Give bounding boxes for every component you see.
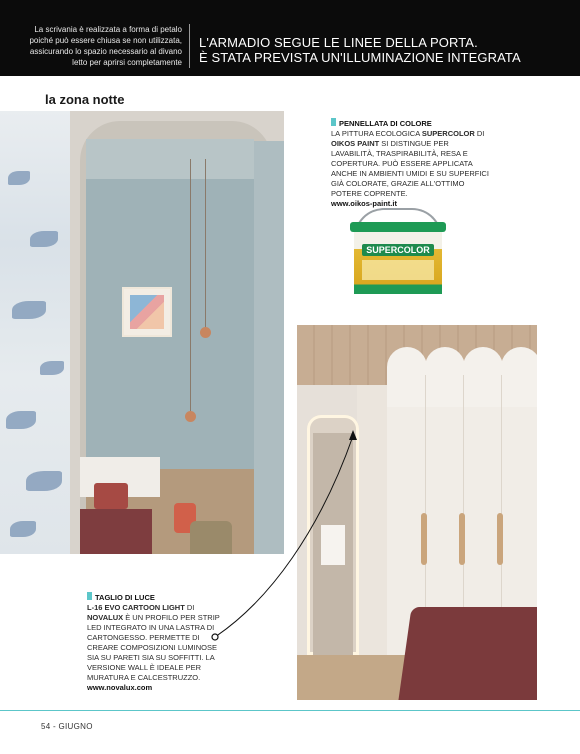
taglio-body <box>87 603 227 683</box>
taglio-text: È UN PROFILO PER STRIP LED INTEGRATO IN UNA LASTRA DI CARTONGESSO. PERMETTE DI CREARE COMPOSIZIONI LUMINOSE SIA SU PARETI SIA SU SOFFITTI. LA VERSIONE WALL È IDEALE PER MURATURA E CALCESTRUZZO. <box>87 613 220 682</box>
photo-stool <box>190 521 232 554</box>
photo-bed <box>80 509 152 554</box>
paint-bucket <box>348 208 448 302</box>
banner-caption <box>8 24 182 68</box>
pennellata-product: SUPERCOLOR <box>421 129 475 138</box>
bucket-logo: SUPERCOLOR <box>362 244 434 256</box>
wallpaper-leaf <box>10 521 36 537</box>
bedroom-photo <box>0 111 284 554</box>
doorway-window <box>321 525 345 565</box>
wardrobe-handle <box>459 513 465 565</box>
pennellata-heading <box>331 118 491 129</box>
wardrobe-handle <box>497 513 503 565</box>
footer-divider <box>0 710 580 711</box>
photo-ceiling <box>86 139 254 179</box>
pennellata-text: DI <box>474 129 485 138</box>
bucket-rim <box>350 222 446 232</box>
taglio-product: L-16 EVO CARTOON LIGHT <box>87 603 185 612</box>
pennellata-url[interactable]: www.oikos-paint.it <box>331 199 397 208</box>
wardrobe-bed <box>398 607 537 700</box>
banner-caption-line: poiché può essere chiusa se non utilizzata, <box>29 36 182 45</box>
pennellata-caption <box>331 118 491 209</box>
banner-divider <box>189 24 190 68</box>
banner-caption-line: La scrivania è realizzata a forma di petalo <box>34 25 182 34</box>
wardrobe-scallop <box>387 347 427 407</box>
wallpaper-leaf <box>30 231 58 247</box>
photo-pillow <box>94 483 128 509</box>
banner-headline-line: L'ARMADIO SEGUE LE LINEE DELLA PORTA. <box>199 35 478 50</box>
lamp-cord <box>190 159 191 414</box>
wardrobe-scallop <box>463 347 503 407</box>
wallpaper-leaf <box>40 361 64 375</box>
wardrobe-photo <box>297 325 537 700</box>
wallpaper-leaf <box>8 171 30 185</box>
photo-artwork <box>122 287 172 337</box>
taglio-company: NOVALUX <box>87 613 124 622</box>
top-banner <box>0 0 580 76</box>
pennellata-text: LA PITTURA ECOLOGICA <box>331 129 422 138</box>
accent-marker <box>331 118 336 126</box>
taglio-text: DI <box>184 603 195 612</box>
lamp-cord <box>205 159 206 329</box>
photo-door <box>254 141 284 554</box>
pendant-lamp <box>200 327 211 338</box>
wallpaper-leaf <box>12 301 46 319</box>
banner-headline-line: È STATA PREVISTA UN'ILLUMINAZIONE INTEGRATA <box>199 50 521 65</box>
banner-caption-line: letto per aprirsi completamente <box>72 58 182 67</box>
wallpaper-leaf <box>6 411 36 429</box>
taglio-url[interactable]: www.novalux.com <box>87 683 153 692</box>
taglio-caption <box>87 592 227 693</box>
section-title: la zona notte <box>45 92 125 107</box>
page-footer: 54 - GIUGNO <box>41 722 93 731</box>
wardrobe-pillar <box>357 385 387 700</box>
pennellata-text: SI DISTINGUE PER LAVABILITÀ, TRASPIRABILITÀ, RESA E COPERTURA. PUÒ ESSERE APPLICATA ANCHE IN AMBIENTI UMIDI E SU SUPERFICI GIÀ COLORATE, GRAZIE ALL'OTTIMO POTERE COPRENTE. <box>331 139 489 198</box>
banner-headline <box>199 35 574 65</box>
photo-artwork-print <box>130 295 164 329</box>
bucket-label <box>362 260 434 280</box>
wardrobe-scallop <box>425 347 465 407</box>
taglio-heading <box>87 592 227 603</box>
pendant-lamp <box>185 411 196 422</box>
taglio-heading-text: TAGLIO DI LUCE <box>95 593 155 602</box>
pennellata-company: OIKOS PAINT <box>331 139 380 148</box>
pennellata-heading-text: PENNELLATA DI COLORE <box>339 119 432 128</box>
wardrobe-handle <box>421 513 427 565</box>
accent-marker <box>87 592 92 600</box>
banner-caption-line: assicurando lo spazio necessario al divano <box>29 47 182 56</box>
wallpaper-leaf <box>26 471 62 491</box>
wardrobe-scallop <box>501 347 537 407</box>
pennellata-body <box>331 129 491 199</box>
